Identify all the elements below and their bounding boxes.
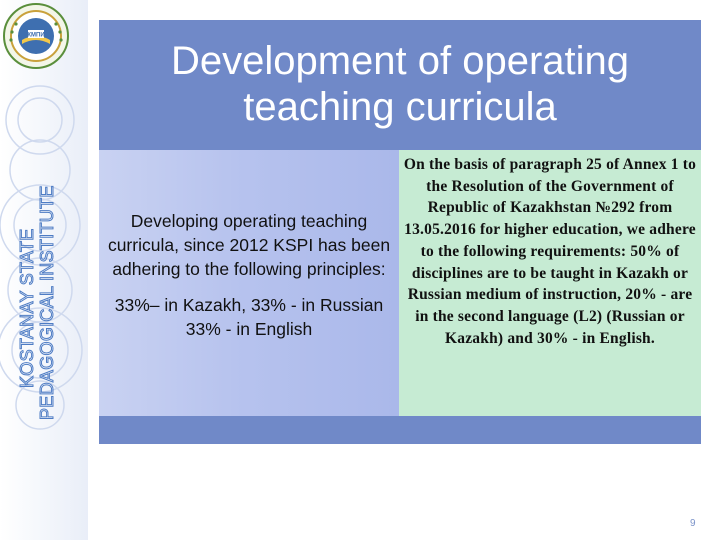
page-number: 9 xyxy=(690,518,696,529)
slide-title-line1: Development of operating xyxy=(170,39,630,83)
principles-text xyxy=(99,209,399,341)
sidebar xyxy=(0,0,88,540)
institute-logo xyxy=(2,2,70,70)
institute-name-line2: PEDAGOGICAL INSTITUTE xyxy=(37,185,57,420)
requirements-text: On the basis of paragraph 25 of Annex 1 to the Resolution of the Government of Republic of Kazakhstan №292 from 13.05.2016 for higher education, we adhere to the following requirements: 50% of disciplines are to be taught in Kazakh or Russian medium of instruction, 20% - are in the second language (L2) (Russian or Kazakh) and 30% - in English. xyxy=(403,156,697,347)
content-panel xyxy=(99,150,701,416)
principles-box xyxy=(99,150,399,416)
slide-title-line2: teaching curricula xyxy=(243,85,557,129)
requirements-box xyxy=(399,150,701,416)
institute-name-line1: KOSTANAY STATE xyxy=(17,228,37,388)
language-ratio: 33%– in Kazakh, 33% - in Russian 33% - in English xyxy=(114,295,384,339)
logo-text: КМПИ xyxy=(27,32,45,39)
footer-bar xyxy=(99,416,701,444)
principles-intro: Developing operating teaching curricula, since 2012 KSPI has been adhering to the following principles: xyxy=(107,211,391,279)
slide-title xyxy=(99,38,701,130)
title-bar xyxy=(99,20,701,150)
